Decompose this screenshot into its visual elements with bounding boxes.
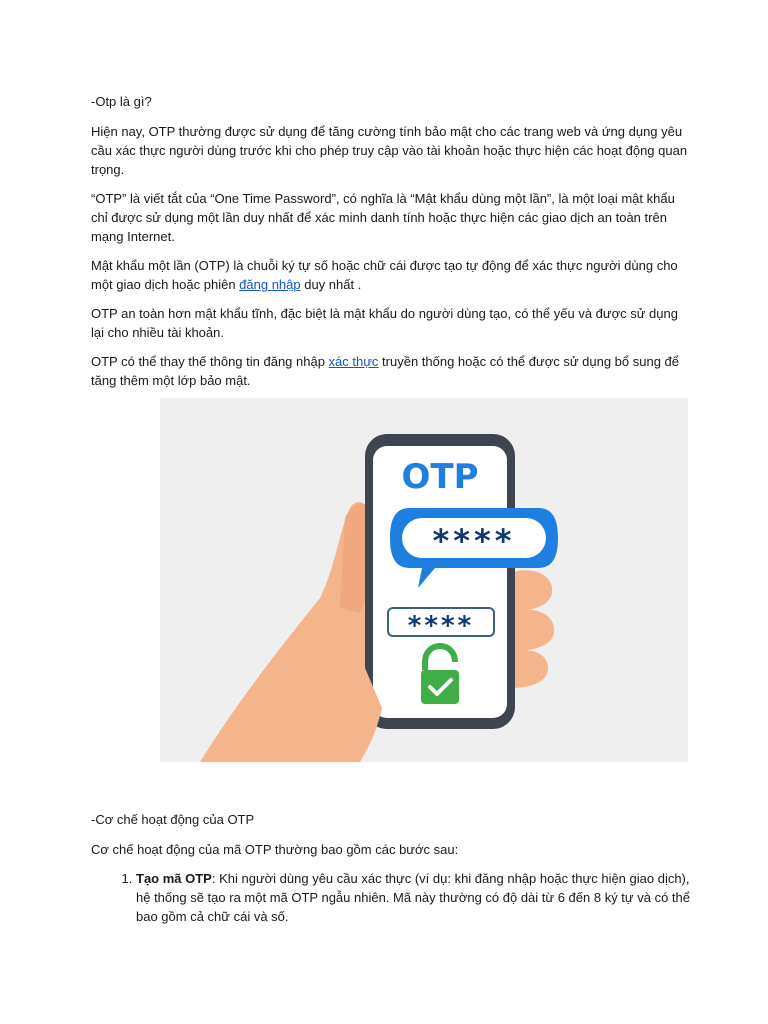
paragraph-3-text-a: Mật khẩu một lần (OTP) là chuỗi ký tự số hoặc chữ cái được tạo tự động để xác thực người dùng cho một giao dịch hoặc phiên	[91, 258, 678, 292]
bubble-password-mask: ****	[432, 522, 516, 560]
step-text: : Khi người dùng yêu cầu xác thực (ví dụ: khi đăng nhập hoặc thực hiện giao dịch), hệ thống sẽ tạo ra một mã OTP ngẫu nhiên. Mã này thường có độ dài từ 6 đến 8 ký tự và có thể bao gồm cả chữ cái và số.	[136, 871, 690, 924]
paragraph-5	[91, 352, 691, 390]
section-heading: -Otp là gì?	[91, 94, 152, 109]
paragraph-3	[91, 256, 691, 294]
otp-illustration-svg	[160, 398, 688, 762]
paragraph-5-text-a: OTP có thể thay thế thông tin đăng nhập	[91, 354, 329, 369]
paragraph-2: “OTP” là viết tắt của “One Time Password”, có nghĩa là “Mật khẩu dùng một lần”, là một loại mật khẩu chỉ được sử dụng một lần duy nhất để xác minh danh tính hoặc thực hiện các giao dịch an toàn trên mạng Internet.	[91, 191, 675, 244]
paragraph-4: OTP an toàn hơn mật khẩu tĩnh, đặc biệt là mật khẩu do người dùng tạo, có thể yếu và được sử dụng lại cho nhiều tài khoản.	[91, 306, 678, 340]
paragraph-1: Hiện nay, OTP thường được sử dụng để tăng cường tính bảo mật cho các trang web và ứng dụng yêu cầu xác thực người dùng trước khi cho phép truy cập vào tài khoản hoặc thực hiện các hoạt động quan trọng.	[91, 124, 688, 177]
mechanism-intro: Cơ chế hoạt động của mã OTP thường bao gồm các bước sau:	[91, 842, 459, 857]
finger-2	[512, 610, 554, 652]
otp-screen-title: OTP	[401, 457, 479, 497]
lock-body-icon	[421, 670, 459, 704]
section-otp-intro	[91, 92, 691, 400]
field-password-mask: ****	[407, 611, 475, 641]
paragraph-3-text-b: duy nhất .	[300, 277, 362, 292]
section-otp-mechanism	[91, 810, 691, 926]
login-link[interactable]: đăng nhập	[239, 277, 301, 292]
finger-1	[510, 570, 552, 612]
authentication-link[interactable]: xác thực	[328, 354, 379, 369]
step-title: Tạo mã OTP	[136, 871, 212, 886]
otp-illustration	[160, 398, 688, 762]
list-item	[136, 869, 691, 926]
paragraph-5-text-b: truyền thống hoặc có thể được sử dụng bổ sung để tăng thêm một lớp bảo mật.	[91, 354, 680, 388]
section-heading-2: -Cơ chế hoạt động của OTP	[91, 812, 255, 827]
finger-3	[514, 650, 548, 688]
mechanism-steps-list	[91, 869, 691, 926]
